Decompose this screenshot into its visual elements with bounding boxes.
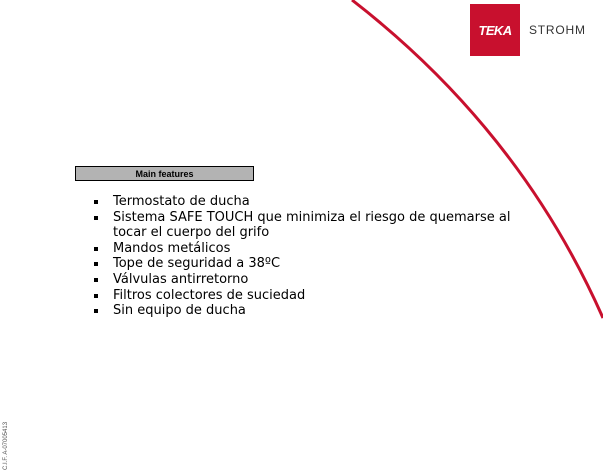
strohm-brand: STROHM: [529, 23, 586, 37]
feature-text: Termostato de ducha: [113, 194, 250, 209]
feature-item: [92, 272, 532, 288]
teka-logo: [470, 4, 520, 56]
bullet-icon: [94, 247, 98, 251]
bullet-icon: [94, 294, 98, 298]
bullet-icon: [94, 262, 98, 266]
feature-item: [92, 256, 532, 272]
feature-item: [92, 210, 532, 241]
features-list: [92, 194, 532, 319]
feature-item: [92, 194, 532, 210]
teka-logo-text: TEKA: [478, 22, 512, 38]
bullet-icon: [94, 216, 98, 220]
feature-text: Sin equipo de ducha: [113, 303, 246, 319]
side-document-code: C.I.F. A-07005413: [3, 421, 9, 470]
feature-text: Filtros colectores de suciedad: [113, 287, 306, 303]
bullet-icon: [94, 278, 98, 282]
feature-text: Válvulas antirretorno: [113, 271, 249, 287]
bullet-icon: [94, 200, 98, 204]
bullet-icon: [94, 309, 98, 313]
main-features-header: Main features: [75, 166, 254, 181]
feature-item: [92, 303, 532, 319]
feature-item: [92, 241, 532, 257]
feature-item: [92, 288, 532, 304]
feature-text: Sistema SAFE TOUCH que minimiza el riesgo de quemarse al tocar el cuerpo del grifo: [113, 209, 511, 241]
feature-text: Mandos metálicos: [113, 240, 231, 256]
feature-text: Tope de seguridad a 38ºC: [113, 256, 281, 272]
